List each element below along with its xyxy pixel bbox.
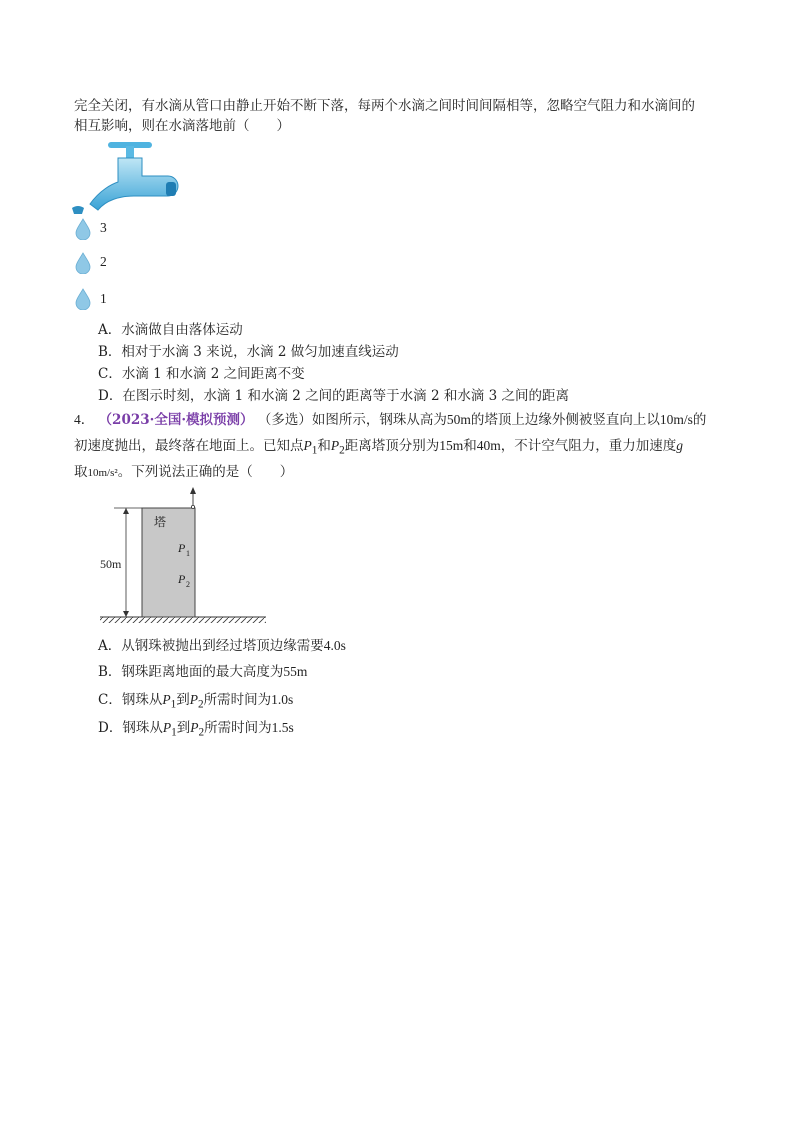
subscript: 1 bbox=[171, 726, 177, 739]
point-p1: P bbox=[162, 720, 172, 735]
option-text: 在图示时刻，水滴 1 和水滴 2 之间的距离等于水滴 2 和水滴 3 之间的距离 bbox=[122, 388, 570, 404]
question-number: 4． bbox=[74, 412, 95, 427]
q3-stem-line-2: 相互影响，则在水滴落地前（ ） bbox=[74, 118, 290, 134]
steel-ball bbox=[191, 505, 194, 508]
p1-label: P bbox=[178, 541, 186, 555]
q3-option-a[interactable] bbox=[98, 320, 243, 340]
q3-option-b[interactable] bbox=[98, 342, 399, 362]
option-text: 相对于水滴 3 来说，水滴 2 做匀加速直线运动 bbox=[121, 344, 399, 360]
q3-stem-line-1: 完全关闭，有水滴从管口由静止开始不断下落，每两个水滴之间时间间隔相等，忽略空气阻力和水滴间的 bbox=[74, 98, 695, 114]
subscript: 2 bbox=[339, 444, 345, 457]
option-letter: A． bbox=[98, 638, 122, 654]
stem-text: 初速度抛出，最终落在地面上。已知点 bbox=[74, 438, 304, 454]
water-drop-icon bbox=[74, 288, 92, 310]
q3-option-d[interactable] bbox=[98, 386, 569, 406]
point-p2: P bbox=[330, 438, 340, 453]
option-text: 所需时间为 bbox=[203, 692, 272, 708]
subscript: 1 bbox=[311, 444, 318, 457]
question-source: （2023·全国·模拟预测） bbox=[98, 412, 254, 428]
option-text: 钢珠从 bbox=[121, 692, 163, 708]
q4-option-a[interactable] bbox=[98, 636, 346, 656]
stem-text: ，不计空气阻力，重力加速度 bbox=[500, 438, 677, 454]
stem-text: 距离塔顶分别为 bbox=[344, 438, 440, 454]
option-text: 从钢珠被抛出到经过塔顶边缘需要 bbox=[121, 638, 324, 654]
option-value: 4.0s bbox=[323, 638, 346, 653]
stem-text: 。下列说法正确的是（ ） bbox=[117, 464, 294, 480]
p2-label: P bbox=[178, 572, 186, 586]
point-p2: P bbox=[189, 692, 198, 707]
question-type: （多选） bbox=[257, 412, 312, 428]
point-p1: P bbox=[162, 692, 171, 707]
option-text: 钢珠距离地面的最大高度为 bbox=[121, 664, 284, 680]
option-text: 到 bbox=[176, 720, 191, 736]
option-value: 55m bbox=[283, 664, 308, 679]
option-letter: B． bbox=[98, 344, 122, 360]
tower-label: 塔 bbox=[154, 515, 167, 529]
water-drop-icon bbox=[74, 218, 92, 240]
tower-height: 50m bbox=[446, 412, 471, 427]
q4-stem-line-1 bbox=[74, 410, 706, 430]
initial-velocity: 10m/s bbox=[659, 412, 693, 427]
option-letter: C． bbox=[98, 366, 122, 382]
stem-text: 的塔顶上边缘外侧被竖直向上以 bbox=[470, 412, 660, 428]
option-letter: C． bbox=[98, 692, 122, 708]
option-letter: D． bbox=[98, 388, 123, 404]
q4-stem-line-3 bbox=[74, 462, 293, 483]
p1-subscript: 1 bbox=[186, 549, 190, 558]
dimension-arrow-up-icon bbox=[123, 508, 129, 514]
option-text: 到 bbox=[176, 692, 190, 708]
option-letter: B． bbox=[98, 664, 122, 680]
option-value: 1.0s bbox=[271, 692, 294, 707]
subscript: 2 bbox=[198, 726, 205, 739]
option-text: 水滴做自由落体运动 bbox=[121, 322, 243, 338]
stem-text: 和 bbox=[317, 438, 331, 454]
velocity-arrow-icon bbox=[190, 487, 196, 494]
option-text: 水滴 1 和水滴 2 之间距离不变 bbox=[121, 366, 305, 382]
drop-label-3: 3 bbox=[100, 220, 107, 235]
ground-hatching bbox=[100, 617, 266, 623]
point-p1: P bbox=[303, 438, 312, 453]
gravity-value: 10m/s² bbox=[87, 467, 118, 479]
faucet-illustration bbox=[70, 138, 180, 218]
distance-p2: 40m bbox=[476, 438, 501, 453]
tower-shape bbox=[142, 508, 195, 617]
q4-option-d[interactable] bbox=[98, 718, 294, 743]
stem-text: 的 bbox=[692, 412, 707, 428]
point-p2: P bbox=[190, 720, 199, 735]
subscript: 2 bbox=[197, 698, 204, 711]
height-label: 50m bbox=[100, 557, 122, 571]
q4-stem-line-2 bbox=[74, 436, 683, 461]
tower-diagram bbox=[96, 486, 272, 626]
option-text: 钢珠从 bbox=[122, 720, 163, 736]
stem-text: 和 bbox=[463, 438, 477, 454]
gravity-symbol: g bbox=[676, 438, 684, 453]
stem-text: 取 bbox=[74, 464, 88, 480]
stem-text: 如图所示，钢珠从高为 bbox=[311, 412, 447, 428]
drop-label-1: 1 bbox=[100, 291, 107, 306]
q4-option-b[interactable] bbox=[98, 662, 307, 682]
drop-label-2: 2 bbox=[100, 254, 107, 269]
option-text: 所需时间为 bbox=[204, 720, 272, 736]
q4-option-c[interactable] bbox=[98, 690, 293, 715]
option-value: 1.5s bbox=[271, 720, 294, 735]
subscript: 1 bbox=[170, 698, 177, 711]
dimension-arrow-down-icon bbox=[123, 611, 129, 617]
option-letter: A． bbox=[98, 322, 122, 338]
distance-p1: 15m bbox=[439, 438, 464, 453]
option-letter: D． bbox=[98, 720, 123, 736]
q3-option-c[interactable] bbox=[98, 364, 305, 384]
p2-subscript: 2 bbox=[186, 580, 190, 589]
water-drop-icon bbox=[74, 252, 92, 274]
